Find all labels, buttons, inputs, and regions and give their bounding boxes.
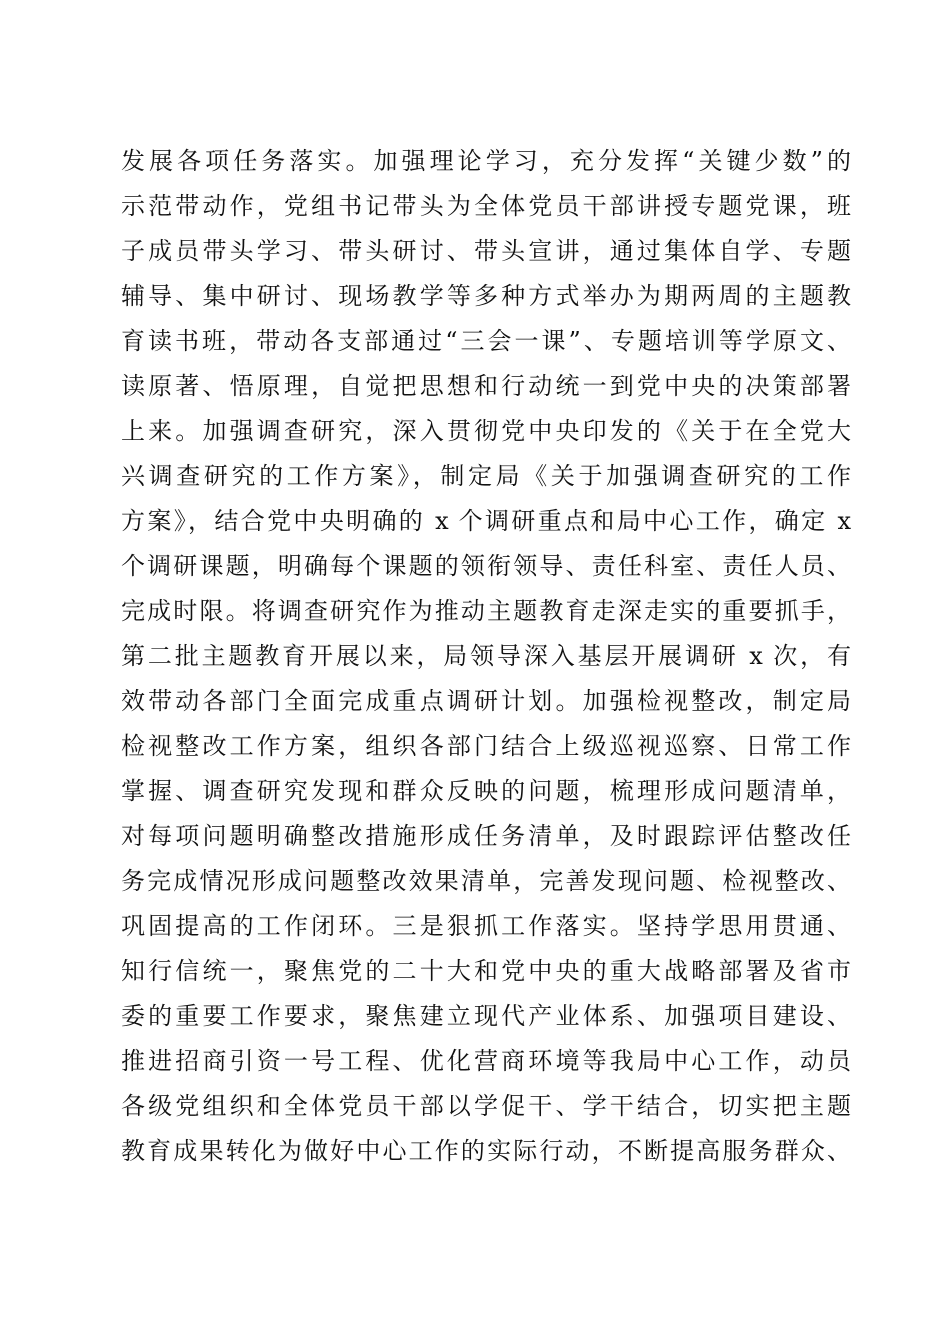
body-text-line: 读原著、悟原理，自觉把思想和行动统一到党中央的决策部署 xyxy=(121,372,851,400)
body-text-line: 务完成情况形成问题整改效果清单，完善发现问题、检视整改、 xyxy=(121,867,851,895)
body-text-line: 方案》，结合党中央明确的 x 个调研重点和局中心工作，确定 x xyxy=(121,507,851,535)
body-text-line: 检视整改工作方案，组织各部门结合上级巡视巡察、日常工作 xyxy=(121,732,851,760)
body-text-line: 各级党组织和全体党员干部以学促干、学干结合，切实把主题 xyxy=(121,1092,851,1120)
body-text-line: 教育成果转化为做好中心工作的实际行动，不断提高服务群众、 xyxy=(121,1137,851,1165)
body-text-line: 第二批主题教育开展以来，局领导深入基层开展调研 x 次，有 xyxy=(121,642,851,670)
body-text-line: 上来。加强调查研究，深入贯彻党中央印发的《关于在全党大 xyxy=(121,417,851,445)
body-text-line: 示范带动作，党组书记带头为全体党员干部讲授专题党课，班 xyxy=(121,192,851,220)
body-text-line: 效带动各部门全面完成重点调研计划。加强检视整改，制定局 xyxy=(121,687,851,715)
body-text-line: 辅导、集中研讨、现场教学等多种方式举办为期两周的主题教 xyxy=(121,282,851,310)
body-text-line: 掌握、调查研究发现和群众反映的问题，梳理形成问题清单， xyxy=(121,777,851,805)
body-text-line: 个调研课题，明确每个课题的领衔领导、责任科室、责任人员、 xyxy=(121,552,851,580)
body-text-line: 子成员带头学习、带头研讨、带头宣讲，通过集体自学、专题 xyxy=(121,237,851,265)
body-text-line: 推进招商引资一号工程、优化营商环境等我局中心工作，动员 xyxy=(121,1047,851,1075)
body-text-line: 兴调查研究的工作方案》，制定局《关于加强调查研究的工作 xyxy=(121,462,851,490)
body-text-line: 育读书班，带动各支部通过“三会一课”、专题培训等学原文、 xyxy=(121,327,851,355)
body-text-line: 知行信统一，聚焦党的二十大和党中央的重大战略部署及省市 xyxy=(121,957,851,985)
body-text-line: 对每项问题明确整改措施形成任务清单，及时跟踪评估整改任 xyxy=(121,822,851,850)
body-text-line: 发展各项任务落实。加强理论学习，充分发挥“关键少数”的 xyxy=(121,147,851,175)
body-text-line: 完成时限。将调查研究作为推动主题教育走深走实的重要抓手， xyxy=(121,597,851,625)
body-text-line: 巩固提高的工作闭环。三是狠抓工作落实。坚持学思用贯通、 xyxy=(121,912,851,940)
body-text-line: 委的重要工作要求，聚焦建立现代产业体系、加强项目建设、 xyxy=(121,1002,851,1030)
